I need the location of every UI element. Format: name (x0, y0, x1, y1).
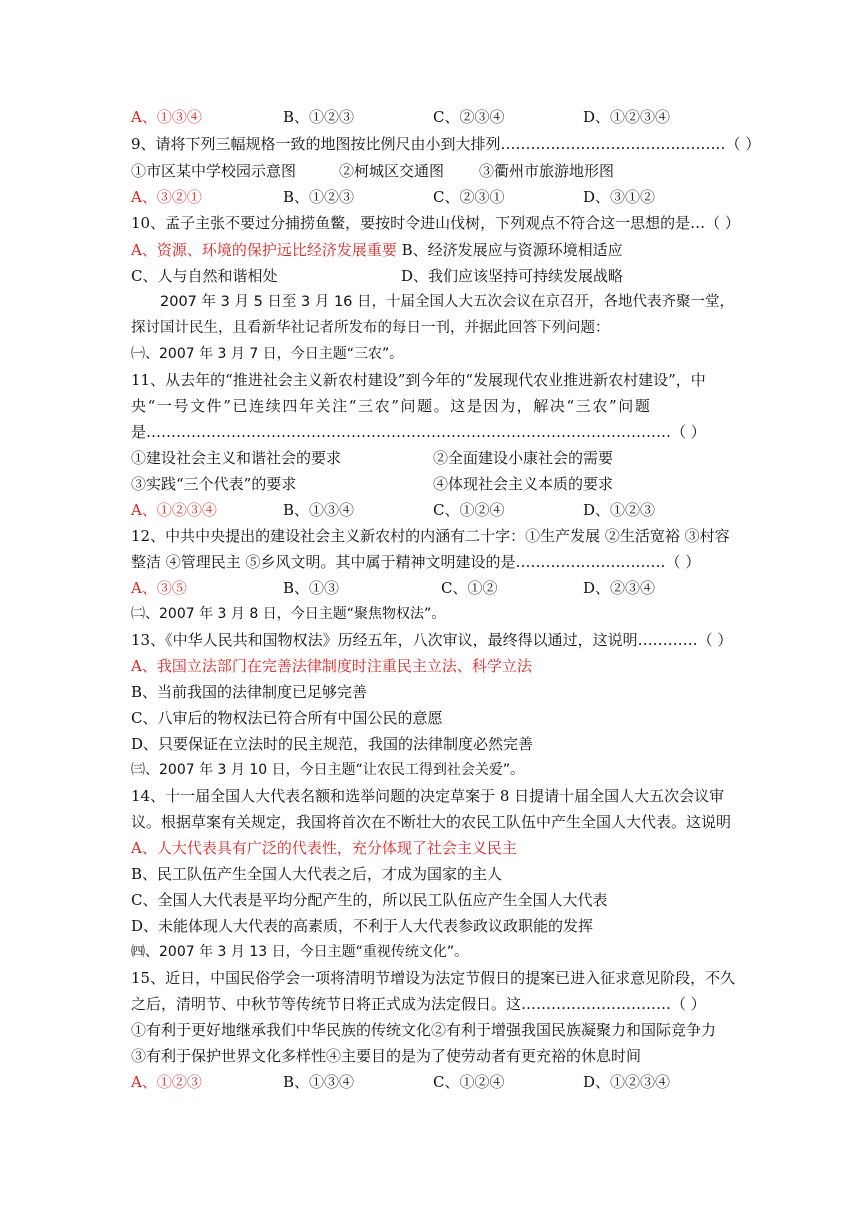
q11-option-a: A、①②③④ (131, 501, 217, 519)
q10-option-d: D、我们应该坚持可持续发展战略 (401, 267, 624, 285)
q13-option-c: C、八审后的物权法已符合所有中国公民的意愿 (131, 709, 443, 727)
q15-option-a: A、①②③ (131, 1073, 202, 1091)
q15-option-b: B、①③④ (283, 1073, 355, 1091)
q11-option-c: C、①②④ (433, 501, 505, 519)
intro-line-1: 2007 年 3 月 5 日至 3 月 16 日，十届全国人大五次会议在京召开，各地代表齐聚一堂， (160, 294, 735, 310)
q13-option-d: D、只要保证在立法时的民主规范，我国的法律制度必然完善 (131, 735, 534, 753)
q11-item-1: ①建设社会主义和谐社会的要求 (131, 449, 342, 467)
q11-option-d: D、①②③ (583, 501, 656, 519)
q14-option-b: B、民工队伍产生全国人大代表之后，才成为国家的主人 (131, 865, 503, 883)
q11-item-3: ③实践“三个代表”的要求 (131, 475, 297, 493)
q9-item-3: ③衢州市旅游地形图 (479, 162, 615, 180)
q9-option-d: D、③①② (583, 188, 656, 206)
section-heading-1: ㈠、2007 年 3 月 7 日，今日主题“三农”。 (131, 346, 404, 362)
q12-option-a: A、③⑤ (131, 579, 187, 597)
section-heading-3: ㈢、2007 年 3 月 10 日，今日主题“让农民工得到社会关爱”。 (131, 762, 525, 778)
q10-option-b: B、经济发展应与资源环境相适应 (396, 241, 623, 259)
q8-option-a: A、①③④ (131, 108, 202, 126)
q10-stem: 10、孟子主张不要过分捕捞鱼鳖，要按时令进山伐树，下列观点不符合这一思想的是…（ ） (131, 214, 740, 232)
q13-option-a: A、我国立法部门在完善法律制度时注重民主立法、科学立法 (131, 657, 532, 675)
q14-line-2: 议。根据草案有关规定，我国将首次在不断壮大的农民工队伍中产生全国人大代表。这说明 (131, 813, 732, 831)
q14-option-c: C、全国人大代表是平均分配产生的，所以民工队伍应产生全国人大代表 (131, 891, 608, 909)
q11-line-1: 11、从去年的“推进社会主义新农村建设”到今年的“发展现代农业推进新农村建设”，中 (131, 371, 706, 389)
q11-line-3: 是……………………………………………………………………………………………（ ） (131, 423, 706, 441)
q8-option-c: C、②③④ (433, 108, 505, 126)
q12-option-c: C、①② (441, 579, 498, 597)
q12-line-2: 整洁 ④管理民主 ⑤乡风文明。其中属于精神文明建设的是…………………………（ ） (131, 553, 701, 571)
q13-option-b: B、当前我国的法律制度已足够完善 (131, 683, 368, 701)
q9-stem: 9、请将下列三幅规格一致的地图按比例尺由小到大排列………………………………………（ ） (131, 135, 761, 153)
q11-item-2: ②全面建设小康社会的需要 (433, 449, 614, 467)
q10-options-ab (131, 237, 731, 263)
q12-option-d: D、②③④ (583, 579, 656, 597)
section-heading-2: ㈡、2007 年 3 月 8 日，今日主题“聚焦物权法”。 (131, 606, 446, 622)
q9-option-b: B、①②③ (283, 188, 355, 206)
q14-option-d: D、未能体现人大代表的高素质，不利于人大代表参政议政职能的发挥 (131, 917, 594, 935)
q9-item-1: ①市区某中学校园示意图 (131, 162, 297, 180)
q15-option-d: D、①②③④ (583, 1073, 671, 1091)
intro-line-2: 探讨国计民生，且看新华社记者所发布的每日一刊，并据此回答下列问题： (131, 320, 610, 336)
q13-stem: 13、《中华人民共和国物权法》历经五年，八次审议，最终得以通过，这说明…………（ ） (131, 631, 733, 649)
q8-option-b: B、①②③ (283, 108, 355, 126)
q10-option-c: C、人与自然和谐相处 (131, 267, 278, 285)
q9-item-2: ②柯城区交通图 (339, 162, 445, 180)
q8-option-d: D、①②③④ (583, 108, 671, 126)
q11-option-b: B、①③④ (283, 501, 355, 519)
q10-option-a: A、资源、环境的保护远比经济发展重要 (131, 241, 397, 259)
q15-line-3: ①有利于更好地继承我们中华民族的传统文化②有利于增强我国民族凝聚力和国际竞争力 (131, 1021, 717, 1039)
q14-option-a: A、人大代表具有广泛的代表性，充分体现了社会主义民主 (131, 839, 517, 857)
q11-line-2: 央“一号文件”已连续四年关注“三农”问题。这是因为，解决“三农”问题 (131, 397, 652, 415)
q11-item-4: ④体现社会主义本质的要求 (433, 475, 614, 493)
q15-line-2: 之后，清明节、中秋节等传统节日将正式成为法定假日。这…………………………（ ） (131, 995, 706, 1013)
q12-option-b: B、①③ (283, 579, 340, 597)
q15-line-4: ③有利于保护世界文化多样性④主要目的是为了使劳动者有更充裕的休息时间 (131, 1047, 642, 1065)
q9-option-c: C、②③① (433, 188, 505, 206)
q15-line-1: 15、近日，中国民俗学会一项将清明节增设为法定节假日的提案已进入征求意见阶段，不久 (131, 969, 736, 987)
q12-line-1: 12、中共中央提出的建设社会主义新农村的内涵有二十字：①生产发展 ②生活宽裕 ③村容 (131, 527, 730, 545)
q14-line-1: 14、十一届全国人大代表名额和选举问题的决定草案于 8 日提请十届全国人大五次会议审 (131, 787, 725, 805)
section-heading-4: ㈣、2007 年 3 月 13 日，今日主题“重视传统文化”。 (131, 944, 469, 960)
q9-option-a: A、③②① (131, 188, 202, 206)
q15-option-c: C、①②④ (433, 1073, 505, 1091)
